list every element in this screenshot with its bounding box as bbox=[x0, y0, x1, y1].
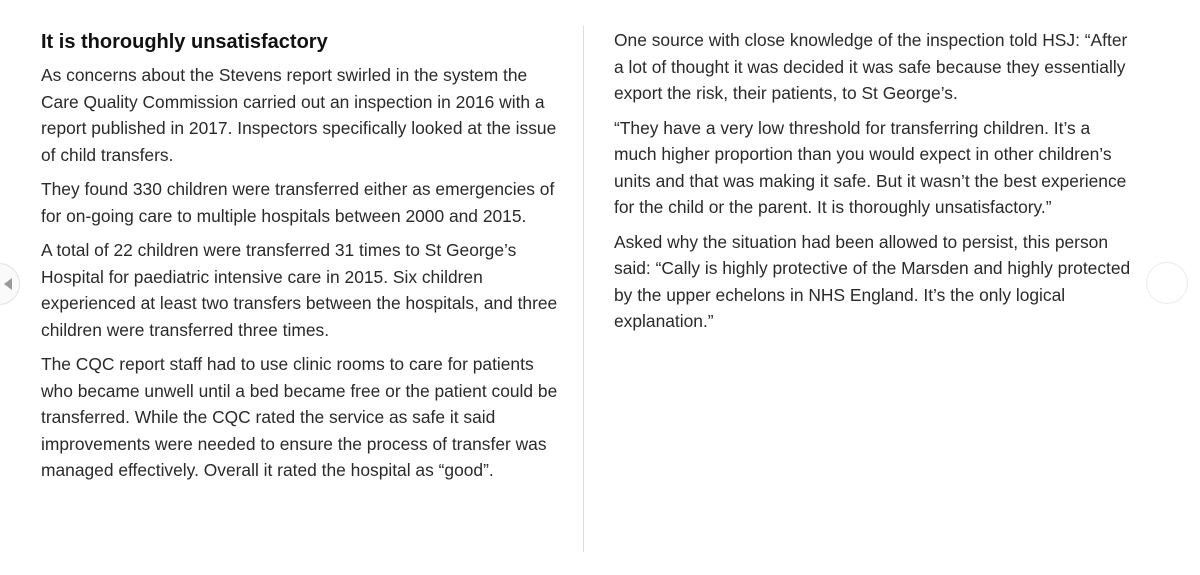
next-page-button[interactable] bbox=[1146, 262, 1188, 304]
article-paragraph: “They have a very low threshold for transferring children. It’s a much higher proportion than you would expect in other children’s units and that was making it safe. But it wasn’t the best experience for the child or the parent. It is thoroughly unsatisfactory.” bbox=[614, 117, 1127, 217]
previous-page-button[interactable] bbox=[0, 263, 20, 305]
left-column bbox=[41, 28, 561, 492]
article-paragraph: They found 330 children were transferred either as emergencies of for on-going care to multiple hospitals between 2000 and 2015. bbox=[41, 179, 555, 226]
article-paragraph: Asked why the situation had been allowed to persist, this person said: “Cally is highly protective of the Marsden and highly protected by the upper echelons in NHS England. It’s the only logical explanation.” bbox=[614, 231, 1131, 331]
article-paragraph: As concerns about the Stevens report swirled in the system the Care Quality Commission carried out an inspection in 2016 with a report published in 2017. Inspectors specifically looked at the issue of child transfers. bbox=[41, 65, 557, 165]
article-paragraph: A total of 22 children were transferred 31 times to St George’s Hospital for paediatric intensive care in 2015. Six children experienced at least two transfers between the hospitals, and three children were transferred three times. bbox=[41, 240, 558, 340]
section-heading: It is thoroughly unsatisfactory bbox=[41, 31, 328, 53]
article-paragraph: The CQC report staff had to use clinic rooms to care for patients who became unwell until a bed became free or the patient could be transferred. While the CQC rated the service as safe it said improvements were needed to ensure the process of transfer was managed effectively. Overall it rated the hospital as “good”. bbox=[41, 354, 558, 480]
column-divider bbox=[583, 26, 584, 552]
article-paragraph: One source with close knowledge of the inspection told HSJ: “After a lot of thought it was decided it was safe because they essentially export the risk, their patients, to St George’s. bbox=[614, 30, 1128, 103]
right-column bbox=[614, 27, 1134, 343]
chevron-left-icon bbox=[4, 278, 12, 290]
